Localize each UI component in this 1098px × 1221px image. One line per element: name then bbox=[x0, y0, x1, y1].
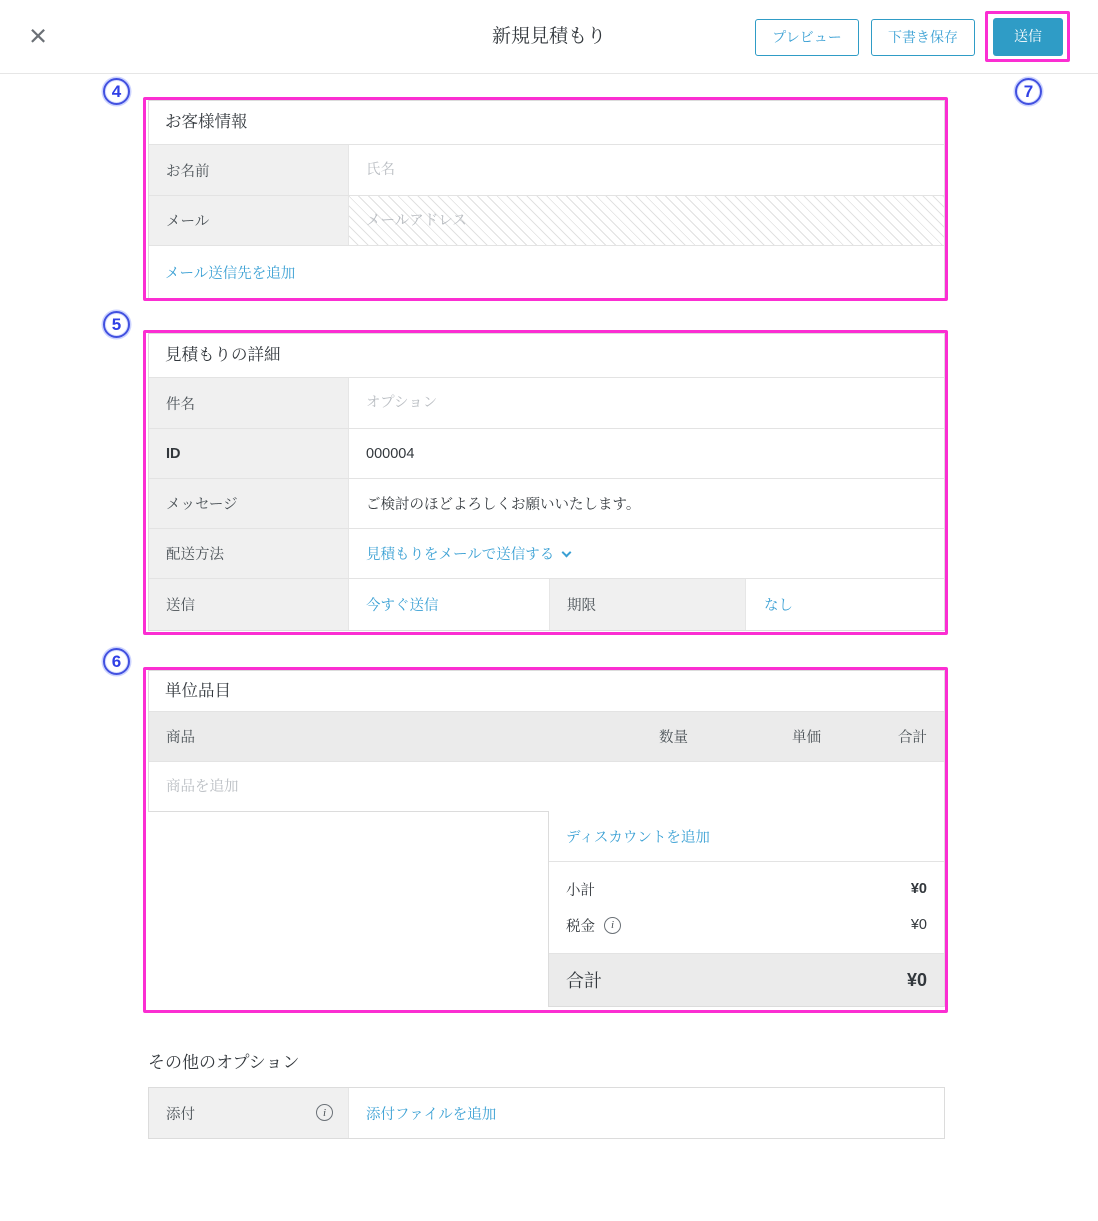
attachment-card bbox=[148, 1087, 945, 1139]
header-bar bbox=[0, 0, 1098, 74]
save-draft-button[interactable]: 下書き保存 bbox=[871, 19, 975, 56]
message-label: メッセージ bbox=[149, 479, 349, 528]
annotation-circle-5: 5 bbox=[103, 311, 130, 338]
line-items-title: 単位品目 bbox=[149, 671, 944, 712]
add-recipient-row bbox=[149, 245, 944, 298]
col-item: 商品 bbox=[166, 730, 195, 746]
annotation-circle-7: 7 bbox=[1015, 78, 1042, 105]
message-row bbox=[149, 478, 944, 528]
customer-info-title: お客様情報 bbox=[149, 101, 944, 145]
close-icon[interactable]: × bbox=[28, 18, 48, 53]
message-value[interactable]: ご検討のほどよろしくお願いいたします。 bbox=[366, 497, 641, 513]
annotation-circle-4: 4 bbox=[103, 78, 130, 105]
quote-details-card bbox=[148, 333, 945, 631]
tax-info-icon[interactable]: i bbox=[604, 917, 621, 934]
add-item-input[interactable] bbox=[149, 762, 944, 811]
id-value: 000004 bbox=[366, 445, 415, 462]
items-header-row bbox=[149, 712, 944, 762]
customer-info-card bbox=[148, 100, 945, 299]
tax-row bbox=[549, 907, 944, 943]
send-label: 送信 bbox=[149, 579, 349, 630]
attachment-label: 添付 bbox=[166, 1106, 195, 1123]
annotation-circle-6: 6 bbox=[103, 648, 130, 675]
expiry-link[interactable]: なし bbox=[764, 598, 793, 614]
subject-input[interactable] bbox=[349, 378, 944, 428]
page-title: 新規見積もり bbox=[491, 26, 606, 47]
expiry-label: 期限 bbox=[549, 579, 746, 630]
subtotal-value: ¥0 bbox=[910, 881, 927, 897]
send-expiry-row bbox=[149, 578, 944, 630]
add-attachment-link[interactable]: 添付ファイルを追加 bbox=[366, 1106, 497, 1123]
subject-row bbox=[149, 378, 944, 428]
customer-email-row bbox=[149, 195, 944, 245]
subject-label: 件名 bbox=[149, 378, 349, 428]
col-unit-price: 単価 bbox=[792, 730, 821, 746]
attachment-label-cell bbox=[149, 1088, 349, 1138]
chevron-down-icon bbox=[562, 547, 572, 557]
name-input[interactable] bbox=[349, 145, 944, 195]
delivery-label: 配送方法 bbox=[149, 529, 349, 578]
grand-total-label: 合計 bbox=[566, 971, 602, 991]
other-options-title: その他のオプション bbox=[148, 1053, 300, 1072]
delivery-method-dropdown[interactable]: 見積もりをメールで送信する bbox=[366, 547, 555, 563]
add-discount-link[interactable]: ディスカウントを追加 bbox=[566, 829, 710, 846]
email-label: メール bbox=[149, 196, 349, 245]
send-timing-link[interactable]: 今すぐ送信 bbox=[366, 598, 439, 614]
quote-details-title: 見積もりの詳細 bbox=[149, 334, 944, 378]
email-input[interactable] bbox=[349, 196, 944, 245]
delivery-row bbox=[149, 528, 944, 578]
subtotal-row bbox=[549, 871, 944, 907]
name-label: お名前 bbox=[149, 145, 349, 195]
add-item-row bbox=[149, 762, 944, 811]
tax-value: ¥0 bbox=[910, 917, 927, 933]
send-button[interactable]: 送信 bbox=[993, 18, 1063, 56]
attachment-info-icon[interactable]: i bbox=[316, 1104, 333, 1121]
col-total: 合計 bbox=[898, 730, 927, 746]
customer-name-row bbox=[149, 145, 944, 195]
add-recipient-link[interactable]: メール送信先を追加 bbox=[165, 265, 296, 282]
id-row bbox=[149, 428, 944, 478]
preview-button[interactable]: プレビュー bbox=[755, 19, 859, 56]
tax-label: 税金 bbox=[566, 918, 595, 935]
totals-panel bbox=[548, 811, 945, 1007]
line-items-card bbox=[148, 670, 945, 812]
grand-total-value: ¥0 bbox=[906, 969, 927, 990]
col-quantity: 数量 bbox=[659, 730, 688, 746]
subtotal-label: 小計 bbox=[566, 882, 595, 899]
id-label: ID bbox=[149, 429, 349, 478]
grand-total-row bbox=[549, 954, 944, 1006]
